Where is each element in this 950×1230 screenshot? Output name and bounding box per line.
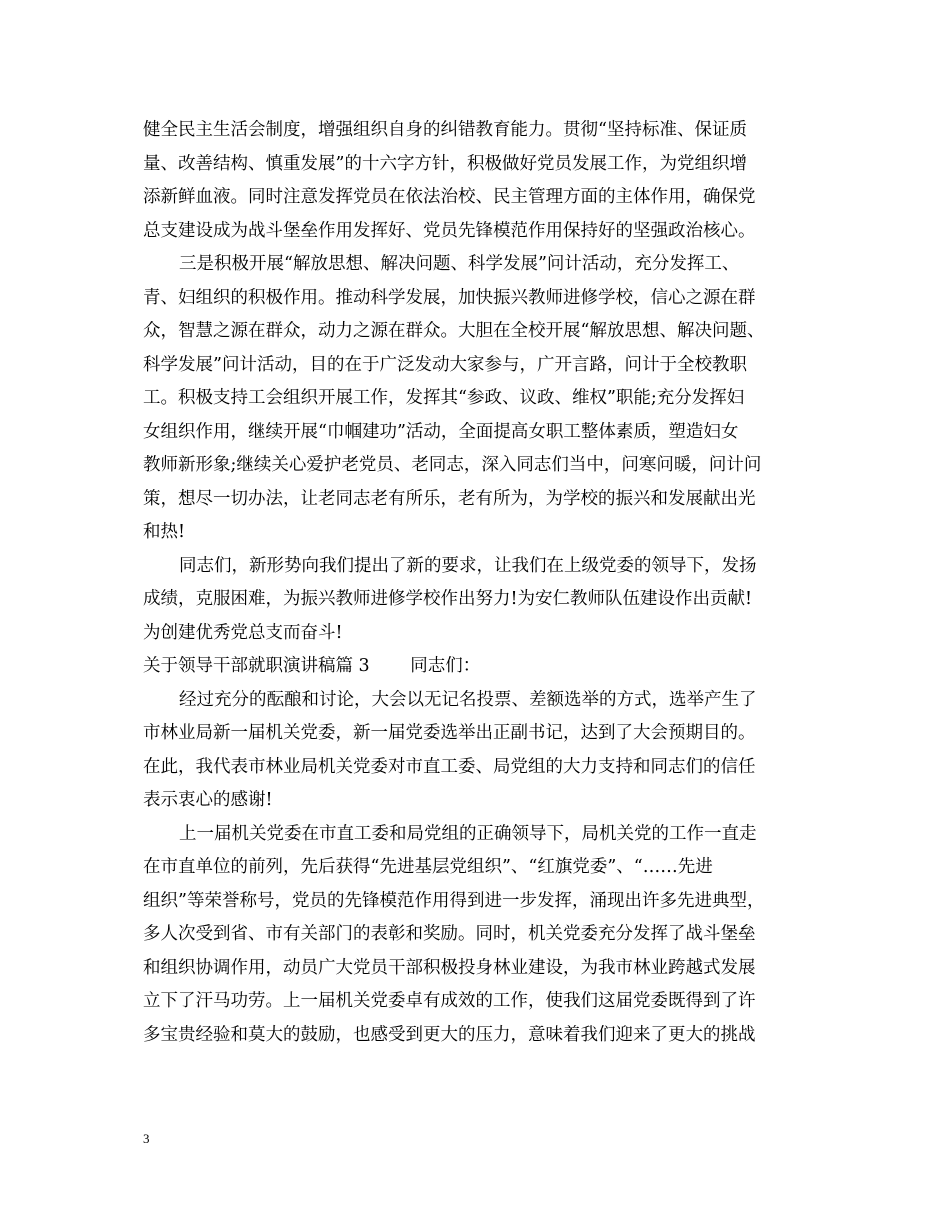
text-line: 和热! [143, 522, 186, 542]
section-heading: 关于领导干部就职演讲稿篇 3 同志们： [143, 656, 481, 676]
text-line: 添新鲜血液。同时注意发挥党员在依法治校、民主管理方面的主体作用，确保党 [143, 187, 756, 207]
text-line: 科学发展”问计活动，目的在于广泛发动大家参与，广开言路，问计于全校教职 [143, 354, 747, 375]
text-line: 量、改善结构、慎重发展”的十六字方针，积极做好党员发展工作，为党组织增 [143, 153, 747, 174]
paragraph-start-line: 经过充分的酝酿和讨论，大会以无记名投票、差额选举的方式，选举产生了 [179, 689, 757, 710]
text-line: 健全民主生活会制度，增强组织自身的纠错教育能力。贯彻“坚持标准、保证质 [143, 120, 747, 140]
text-line: 组织”等荣誉称号，党员的先锋模范作用得到进一步发挥，涌现出许多先进典型， [143, 890, 765, 911]
text-line: 策，想尽一切办法，让老同志老有所乐，老有所为，为学校的振兴和发展献出光 [143, 488, 756, 509]
text-line: 在此，我代表市林业局机关党委对市直工委、局党组的大力支持和同志们的信任 [143, 756, 756, 777]
text-line: 女组织作用，继续开展“巾帼建功”活动，全面提高女职工整体素质，塑造妇女 [143, 421, 739, 442]
document-body [143, 114, 815, 1052]
text-line: 工。积极支持工会组织开展工作，发挥其“参政、议政、维权”职能;充分发挥妇 [143, 388, 745, 408]
text-line: 立下了汗马功劳。上一届机关党委卓有成效的工作，使我们这届党委既得到了许 [143, 991, 756, 1011]
text-line: 市林业局新一届机关党委，新一届党委选举出正副书记，达到了大会预期目的。 [143, 723, 756, 743]
text-line: 青、妇组织的积极作用。推动科学发展，加快振兴教师进修学校，信心之源在群 [143, 287, 756, 308]
paragraph-start-line: 上一届机关党委在市直工委和局党组的正确领导下，局机关党的工作一直走 [179, 823, 757, 844]
text-line: 和组织协调作用，动员广大党员干部积极投身林业建设，为我市林业跨越式发展 [143, 957, 756, 978]
text-line: 在市直单位的前列，先后获得“先进基层党组织”、“红旗党委”、“……先进 [143, 857, 713, 877]
text-line: 多人次受到省、市有关部门的表彰和奖励。同时，机关党委充分发挥了战斗堡垒 [143, 924, 756, 944]
text-line: 教师新形象;继续关心爱护老党员、老同志，深入同志们当中，问寒问暖，问计问 [143, 455, 762, 475]
page-number: 3 [143, 1131, 150, 1146]
text-line: 众，智慧之源在群众，动力之源在群众。大胆在全校开展“解放思想、解决问题、 [143, 321, 765, 341]
text-line: 总支建设成为战斗堡垒作用发挥好、党员先锋模范作用保持好的坚强政治核心。 [143, 220, 756, 241]
text-line: 成绩，克服困难，为振兴教师进修学校作出努力!为安仁教师队伍建设作出贡献! [143, 589, 753, 609]
text-line: 为创建优秀党总支而奋斗! [143, 622, 343, 643]
text-line: 多宝贵经验和莫大的鼓励，也感受到更大的压力，意味着我们迎来了更大的挑战 [143, 1024, 756, 1045]
paragraph-start-line: 三是积极开展“解放思想、解决问题、科学发展”问计活动，充分发挥工、 [179, 254, 740, 274]
paragraph-start-line: 同志们，新形势向我们提出了新的要求，让我们在上级党委的领导下，发扬 [179, 555, 757, 576]
text-line: 表示衷心的感谢! [143, 790, 273, 810]
